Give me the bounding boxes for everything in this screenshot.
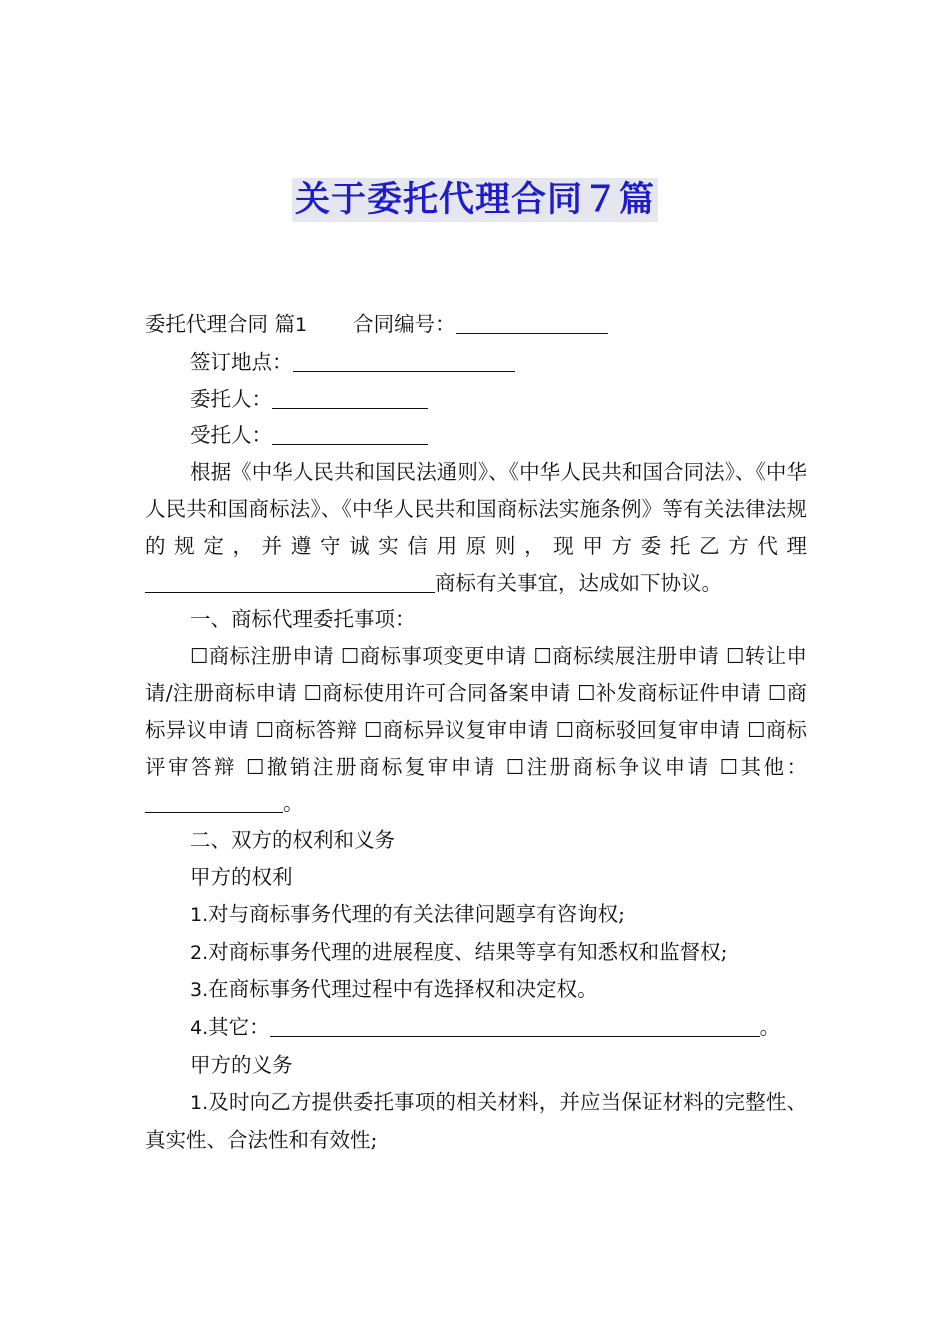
rights-item-text: 对与商标事务代理的有关法律问题享有咨询权; <box>208 901 626 926</box>
rights-item-text: 在商标事务代理过程中有选择权和决定权。 <box>208 977 598 1002</box>
rights-item <box>145 971 807 1009</box>
document-title: 关于委托代理合同７篇 <box>292 178 658 222</box>
rights-item-num: 2. <box>190 941 209 964</box>
contract-no-blank <box>456 311 608 334</box>
agent-label: 受托人： <box>190 423 272 448</box>
rights-other-line <box>145 1009 807 1047</box>
rights-item <box>145 934 807 972</box>
rights-item <box>145 896 807 934</box>
contract-header-line <box>145 306 807 344</box>
rights-item-text: 对商标事务代理的进展程度、结果等享有知悉权和监督权; <box>208 939 728 964</box>
agent-blank <box>272 422 428 445</box>
duties-item-num: 1. <box>190 1091 209 1114</box>
section1-end: 。 <box>283 791 304 816</box>
contract-index: 1 <box>295 314 308 336</box>
intro-text-2: 商标有关事宜，达成如下协议。 <box>435 570 722 595</box>
section1-items-text: ☐商标注册申请 ☐商标事项变更申请 ☐商标续展注册申请 ☐转让申请/注册商标申请 ☐商标使用许可合同备案申请 ☐补发商标证件申请 ☐商标异议申请 ☐商标答辩 ☐商标异议复审申请 ☐商标驳回复审申请 ☐商标评审答辩 ☐撤销注册商标复审申请 ☐注册商标争议申请 ☐其他： <box>145 644 807 779</box>
duties-item <box>145 1084 807 1159</box>
contract-no-label: 合同编号： <box>353 312 456 336</box>
sign-place-line <box>145 344 807 381</box>
rights-other-num: 4. <box>190 1017 209 1040</box>
rights-item-num: 3. <box>190 979 209 1002</box>
rights-other-end: 。 <box>759 1015 781 1040</box>
trademark-blank <box>145 570 435 593</box>
other-items-blank <box>145 790 283 813</box>
sign-place-blank <box>293 349 515 372</box>
principal-line <box>145 381 807 418</box>
contract-name: 委托代理合同 篇 <box>145 312 296 336</box>
section1-heading: 一、商标代理委托事项： <box>190 607 416 632</box>
rights-other-label: 其它： <box>208 1015 270 1040</box>
rights-other-blank <box>270 1014 760 1037</box>
intro-paragraph <box>145 454 807 601</box>
section1-items <box>145 638 807 822</box>
duties-heading: 甲方的义务 <box>190 1052 293 1077</box>
agent-line <box>145 417 807 454</box>
intro-text-1: 根据《中华人民共和国民法通则》、《中华人民共和国合同法》、《中华人民共和国商标法》、《中华人民共和国商标法实施条例》等有关法律法规的规定，并遵守诚实信用原则，现甲方委托乙方代理 <box>145 460 807 558</box>
sign-place-label: 签订地点： <box>190 349 293 374</box>
duties-item-text: 及时向乙方提供委托事项的相关材料，并应当保证材料的完整性、真实性、合法性和有效性; <box>145 1089 807 1152</box>
rights-heading: 甲方的权利 <box>190 864 293 889</box>
document-title-wrap <box>0 178 950 228</box>
principal-label: 委托人： <box>190 386 272 411</box>
section2-heading: 二、双方的权利和义务 <box>190 828 395 853</box>
document-body <box>145 306 807 1158</box>
rights-item-num: 1. <box>190 903 209 926</box>
principal-blank <box>272 386 428 409</box>
